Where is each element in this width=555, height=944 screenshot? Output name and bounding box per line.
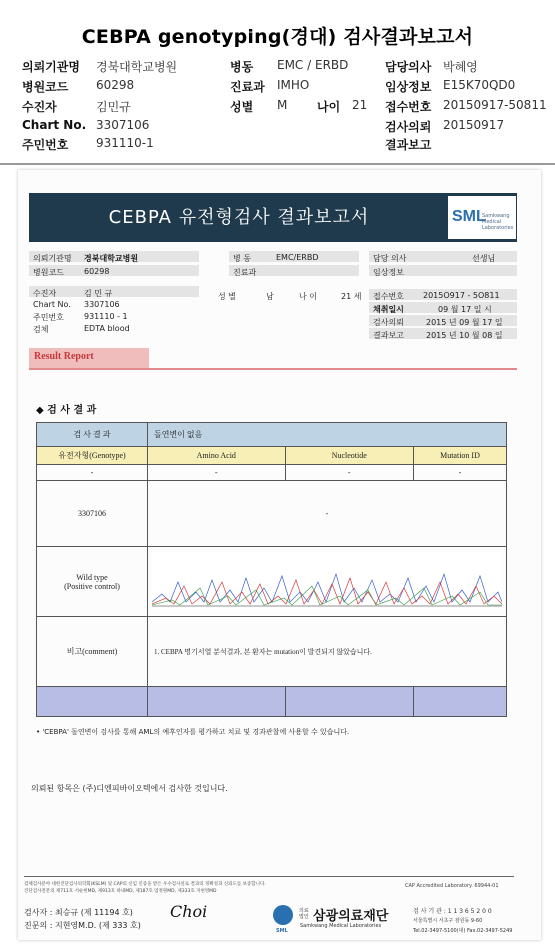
header-value-chart: 3307106: [96, 118, 150, 132]
info-label: 검체: [33, 325, 49, 334]
result-label-cell: 검 사 결 과: [37, 423, 148, 447]
info-doctor: 선생님: [472, 254, 496, 263]
cert-line-1: 검체검사분야 대한진단검사의학회(KSLM) 및 CAP의 신임 인증을 받은 우수검사실로 결과의 정확성과 신뢰도를 보증합니다.: [24, 882, 266, 887]
info-label: 임상정보: [373, 268, 404, 277]
sml-logo-subtitle: Samkwang Medical Laboratories: [482, 213, 514, 231]
chromatogram-trace: [152, 552, 502, 610]
table-cell: -: [37, 465, 148, 481]
table-cell: -: [413, 465, 506, 481]
foundation-type: 의료 법인: [299, 908, 309, 920]
sample-value-cell: -: [148, 481, 507, 547]
header-value-age: 21: [352, 98, 368, 112]
comment-value-cell: 1. CEBPA 명기서열 분석결과, 본 환자는 mutation이 발견되지 않았습니다.: [148, 617, 507, 687]
chromatogram-cell: [148, 547, 507, 617]
foundation-name: 삼광의료재단: [313, 909, 389, 924]
header-divider: [0, 163, 555, 165]
table-cell: -: [148, 465, 286, 481]
header-label-age: 나이: [317, 100, 341, 114]
info-age: 21 세: [341, 292, 362, 301]
table-row: [37, 617, 507, 687]
info-collect: 09 월 17 일 시: [438, 305, 492, 314]
specialist-line: 진문의 : 지현영M.D. (제 333 호): [24, 921, 141, 930]
foundation-logo-icon: [273, 905, 293, 925]
signature: Choi: [170, 902, 208, 921]
report-title: CEBPA genotyping(경대) 검사결과보고서: [81, 26, 474, 48]
header-label-report: 결과보고: [385, 138, 432, 152]
header-value-institution: 경북대학교병원: [96, 60, 178, 74]
info-report: 2015 년 10 월 08 일: [426, 331, 503, 340]
header-label-ward: 병동: [230, 60, 254, 74]
lab-address: 서울특별시 서초구 잠원동 9-60: [413, 918, 483, 924]
header-label-chart: Chart No.: [22, 118, 87, 132]
info-label: 결과보고: [373, 331, 404, 340]
header-label-request: 검사의뢰: [385, 120, 432, 134]
sml-logo: SML: [452, 208, 486, 225]
table-cell: [37, 687, 148, 717]
info-label: 나 이: [299, 292, 317, 301]
info-label: 접수번호: [373, 292, 404, 301]
header-value-request: 20150917: [443, 118, 505, 132]
table-cell: [413, 687, 506, 717]
header-label-code: 병원코드: [22, 80, 69, 94]
consignment-note: 의뢰된 항목은 (주)디엔피바이오텍에서 검사한 것입니다.: [31, 784, 228, 793]
info-label: Chart No.: [33, 300, 71, 309]
header-value-dept: IMHO: [277, 78, 310, 92]
header-label-institution: 의뢰기관명: [22, 60, 80, 74]
info-label: 성 별: [218, 292, 236, 301]
header-value-resident: 931110-1: [96, 136, 154, 150]
column-header: Nucleotide: [285, 447, 413, 465]
result-report-label: Result Report: [34, 351, 94, 362]
info-label: 진료과: [233, 268, 257, 277]
table-row: [37, 547, 507, 617]
info-ward: EMC/ERBD: [276, 253, 319, 262]
header-value-doctor: 박혜영: [443, 60, 478, 74]
wild-type-sub: (Positive control): [64, 581, 120, 591]
header-label-doctor: 담당의사: [385, 60, 432, 74]
footer-rule: [24, 876, 514, 877]
banner-title: CEBPA 유전형검사 결과보고서: [108, 207, 370, 228]
table-cell: -: [285, 465, 413, 481]
header-label-dept: 진료과: [230, 80, 265, 94]
foundation-name-en: Samkwang Medical Laboratories: [300, 923, 382, 929]
section-title: ◆ 검 사 결 과: [36, 405, 97, 416]
header-value-ward: EMC / ERBD: [277, 58, 349, 72]
header-label-reception: 접수번호: [385, 100, 432, 114]
info-label: 병원코드: [33, 268, 64, 277]
comment-label-cell: 비고(comment): [37, 617, 148, 687]
header-value-sex: M: [277, 98, 288, 112]
table-row: [37, 481, 507, 547]
header-value-code: 60298: [96, 78, 135, 92]
info-code: 60298: [84, 267, 110, 276]
cap-accreditation: CAP Accredited Laboratory. 69944-01: [405, 883, 499, 889]
info-label: 주민번호: [33, 313, 64, 322]
footnote: • 'CEBPA' 돌연변이 검사를 통해 AML의 예후인자를 평가하고 치료 및 경과관찰에 사용할 수 있습니다.: [36, 728, 350, 736]
info-institution: 경북대학교병원: [84, 254, 139, 263]
column-header: Amino Acid: [148, 447, 286, 465]
info-sex: 남: [266, 292, 274, 301]
tester-line: 검사자 : 최승규 (제 11194 호): [24, 908, 133, 917]
foundation-logo-text: SML: [276, 928, 288, 934]
info-label: 담당 의사: [373, 254, 407, 263]
info-label: 의뢰기관명: [33, 254, 72, 263]
result-table: [36, 422, 507, 717]
info-specimen: EDTA blood: [84, 324, 130, 333]
table-row: [37, 423, 507, 447]
result-report-rule: [29, 368, 517, 370]
table-cell: [285, 687, 413, 717]
header-value-clinical: E15K70QD0: [443, 78, 516, 92]
info-label: 검사의뢰: [373, 318, 404, 327]
column-header: Mutation ID: [413, 447, 506, 465]
lab-contact: Tel.02-3497-5100(대) Fax.02-3497-5249: [413, 928, 513, 934]
header-label-resident: 주민번호: [22, 138, 69, 152]
header-label-sex: 성별: [230, 100, 254, 114]
info-request: 2015 년 09 월 17 일: [426, 318, 503, 327]
header-value-reception: 20150917-50811: [443, 98, 547, 112]
table-header-row: [37, 447, 507, 465]
result-value-cell: 돌연변이 없음: [148, 423, 507, 447]
wild-type-label: Wild type: [76, 572, 108, 582]
info-label: 채취일시: [373, 305, 404, 314]
header-label-clinical: 임상정보: [385, 80, 432, 94]
info-resident: 931110 - 1: [84, 312, 128, 321]
column-header: 유전자형(Genotype): [37, 447, 148, 465]
info-patient: 김 민 규: [84, 289, 113, 298]
info-chart: 3307106: [84, 300, 120, 309]
header-label-patient: 수진자: [22, 100, 57, 114]
info-label: 수진자: [33, 289, 57, 298]
table-row: [37, 465, 507, 481]
lab-code: 검 사 기 관 : 1 1 3 6 5 2 0 0: [413, 908, 492, 915]
table-cell: [148, 687, 286, 717]
cert-line-2: 진단검사전문의 제711호 서순현MD, 제913호 하내MD, 제187호 염정원MD, 제333호 지현영MD: [24, 889, 217, 894]
info-label: 병 동: [233, 254, 251, 263]
sample-id-cell: 3307106: [37, 481, 148, 547]
wild-type-cell: [37, 547, 148, 617]
header-value-patient: 김민규: [96, 100, 131, 114]
table-footer-row: [37, 687, 507, 717]
info-reception: 2015O917 - 5O811: [423, 291, 500, 300]
